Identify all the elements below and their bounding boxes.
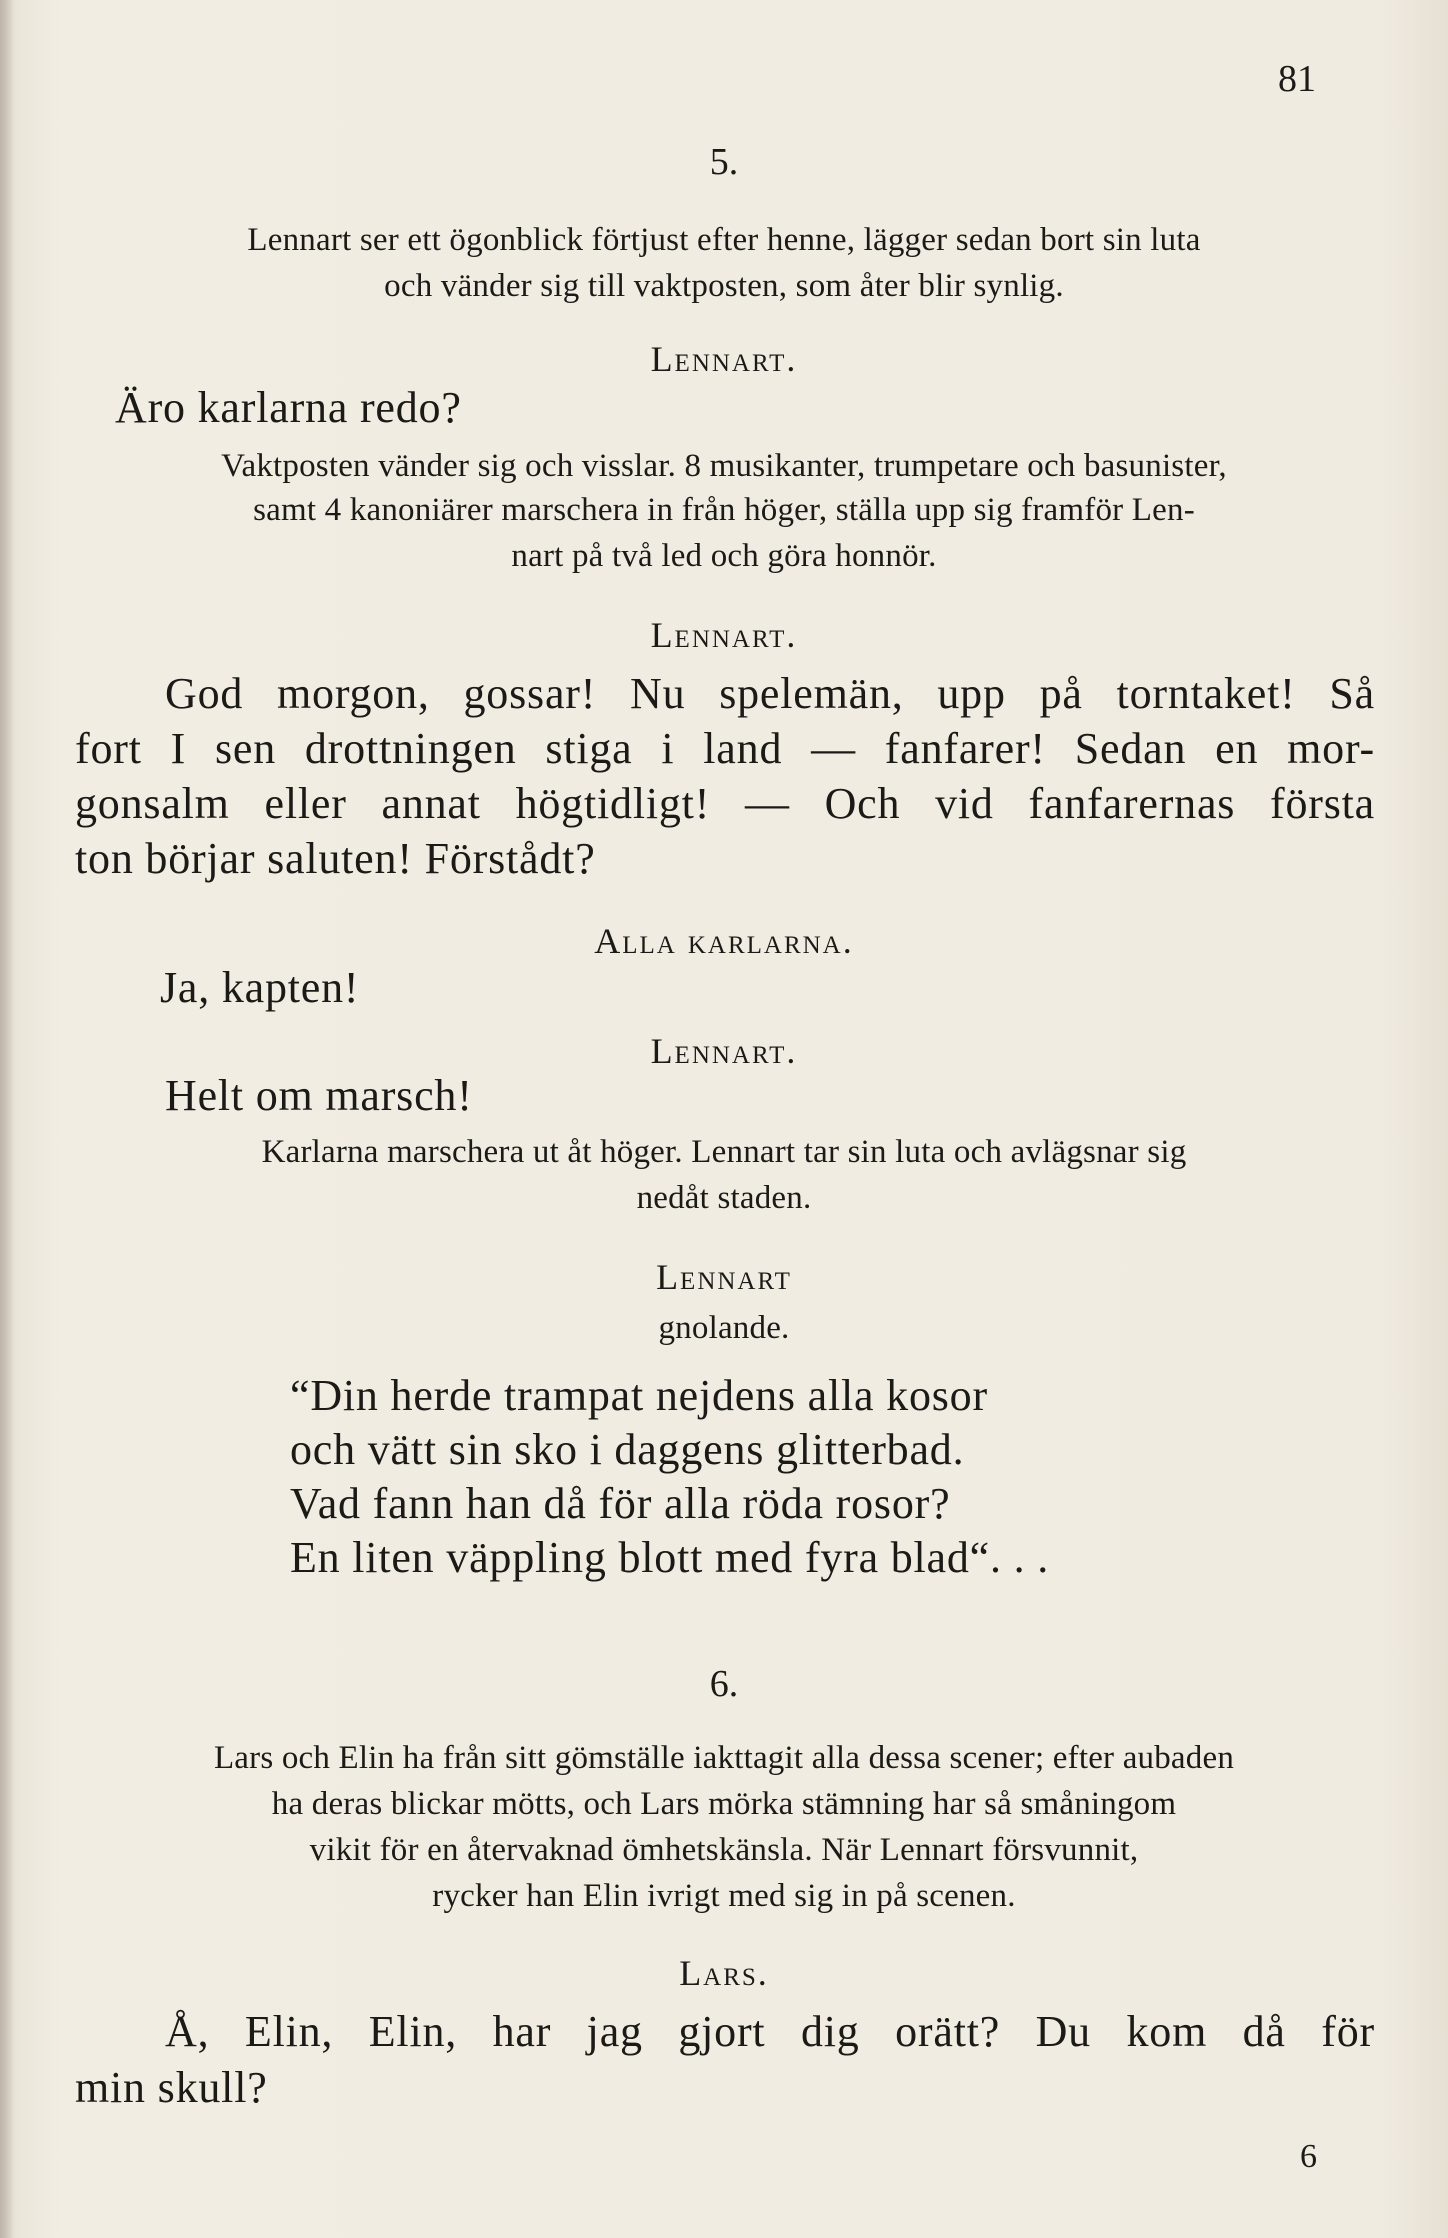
stage-direction-line: samt 4 kanoniärer marschera in från höger, ställa upp sig framför Len- xyxy=(253,492,1195,528)
stage-direction-line: Lars och Elin ha från sitt gömställe iakttagit alla dessa scener; efter aubaden xyxy=(213,1740,1235,1776)
dialogue-line: Ja, kapten! xyxy=(160,963,360,1012)
dialogue-line: Helt om marsch! xyxy=(165,1071,473,1120)
stage-direction-line: nart på två led och göra honnör. xyxy=(511,538,937,574)
stage-direction-line: Vaktposten vänder sig och visslar. 8 musikanter, trumpetare och basunister, xyxy=(221,448,1227,484)
stage-direction-line: nedåt staden. xyxy=(636,1180,812,1216)
dialogue-line: Å, Elin, Elin, har jag gjort dig orätt? Du kom då för xyxy=(165,2007,1375,2056)
dialogue-line: Äro karlarna redo? xyxy=(115,383,462,432)
stage-direction-line: Karlarna marschera ut åt höger. Lennart tar sin luta och avlägsnar sig xyxy=(261,1134,1187,1170)
speaker-name: Lennart xyxy=(656,1257,792,1297)
speaker-name: Lars. xyxy=(679,1953,769,1993)
speaker-name: Lennart. xyxy=(650,1031,798,1071)
stage-direction-line: och vänder sig till vaktposten, som åter blir synlig. xyxy=(384,268,1064,304)
stage-direction-line: rycker han Elin ivrigt med sig in på scenen. xyxy=(432,1878,1016,1914)
dialogue-line: God morgon, gossar! Nu spelemän, upp på torntaket! Så xyxy=(165,669,1375,718)
speaker-note: gnolande. xyxy=(658,1310,790,1346)
song-line: Vad fann han då för alla röda rosor? xyxy=(290,1479,951,1528)
dialogue-line: gonsalm eller annat högtidligt! — Och vid fanfarernas första xyxy=(75,779,1375,828)
dialogue-line: ton börjar saluten! Förstådt? xyxy=(75,834,596,883)
song-line: “Din herde trampat nejdens alla kosor xyxy=(290,1371,988,1420)
song-line: En liten väppling blott med fyra blad“. . . xyxy=(290,1533,1050,1582)
stage-direction-line: ha deras blickar mötts, och Lars mörka stämning har så småningom xyxy=(271,1786,1177,1822)
signature-mark: 6 xyxy=(1300,2138,1317,2175)
stage-direction-line: vikit för en återvaknad ömhetskänsla. När Lennart försvunnit, xyxy=(309,1832,1139,1868)
dialogue-line: min skull? xyxy=(75,2063,268,2112)
song-line: och vätt sin sko i daggens glitterbad. xyxy=(290,1425,965,1474)
speaker-name: Lennart. xyxy=(650,615,798,655)
scene-5-number: 5. xyxy=(709,141,739,183)
dialogue-line: fort I sen drottningen stiga i land — fanfarer! Sedan en mor- xyxy=(75,724,1375,773)
page-number: 81 xyxy=(1278,58,1316,100)
speaker-name: Alla karlarna. xyxy=(594,921,854,961)
stage-direction-line: Lennart ser ett ögonblick förtjust efter henne, lägger sedan bort sin luta xyxy=(247,222,1201,258)
speaker-name: Lennart. xyxy=(650,339,798,379)
scene-6-number: 6. xyxy=(709,1663,739,1705)
